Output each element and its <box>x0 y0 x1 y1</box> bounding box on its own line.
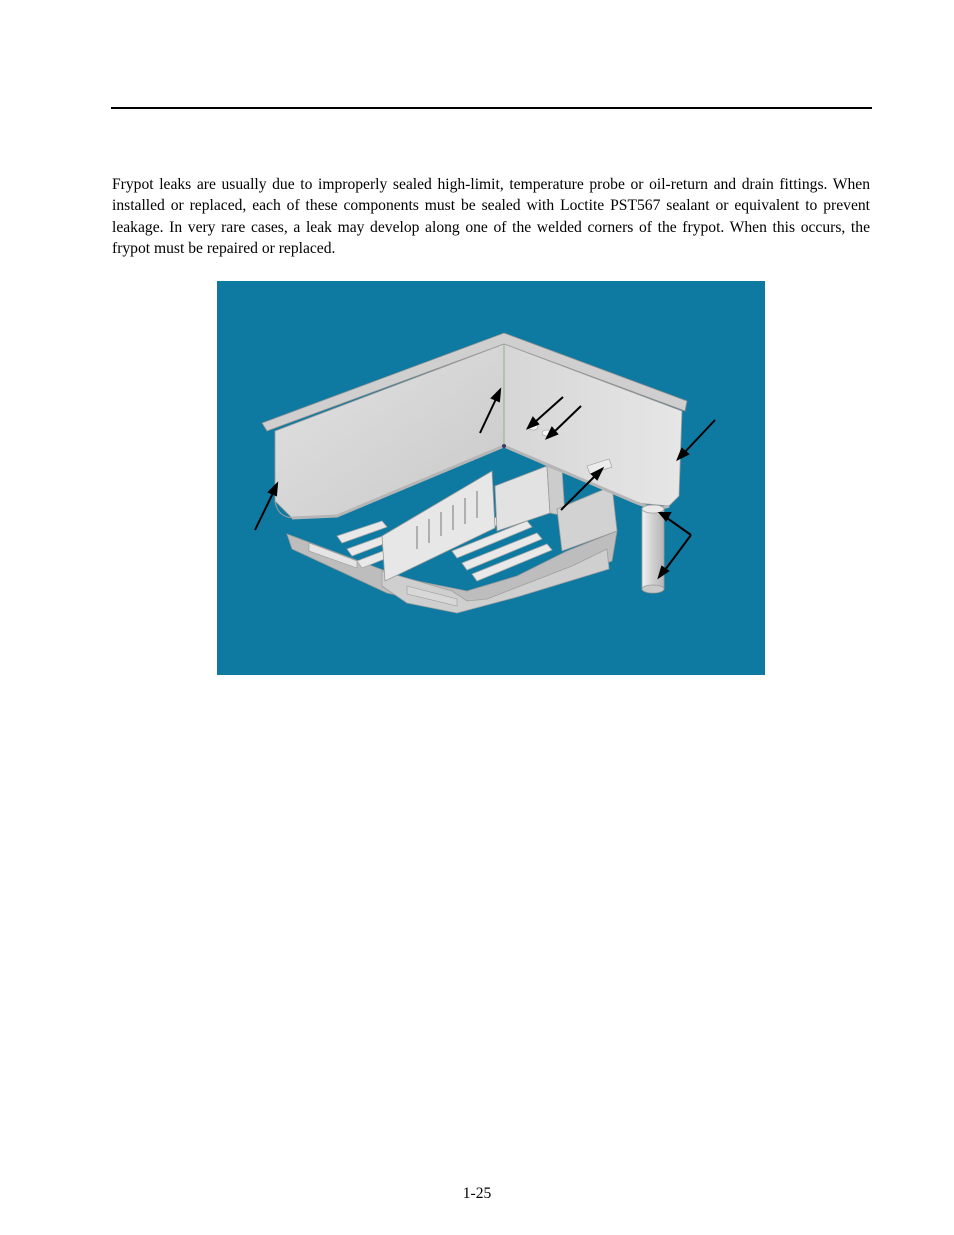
page-number: 1-25 <box>462 1185 492 1202</box>
body-paragraph: Frypot leaks are usually due to improperly sealed high-limit, temperature probe or oil-return and drain fittings. When installed or replaced, each of these components must be sealed with Loctite PST567 sealant or equivalent to prevent leakage. In very rare cases, a leak may develop along one of the welded corners of the frypot. When this occurs, the frypot must be repaired or replaced. <box>112 176 870 257</box>
frypot-leak-points-illustration <box>217 281 765 675</box>
drain-pipe <box>642 505 664 593</box>
frypot-figure <box>217 281 765 675</box>
header-rule <box>111 107 872 109</box>
